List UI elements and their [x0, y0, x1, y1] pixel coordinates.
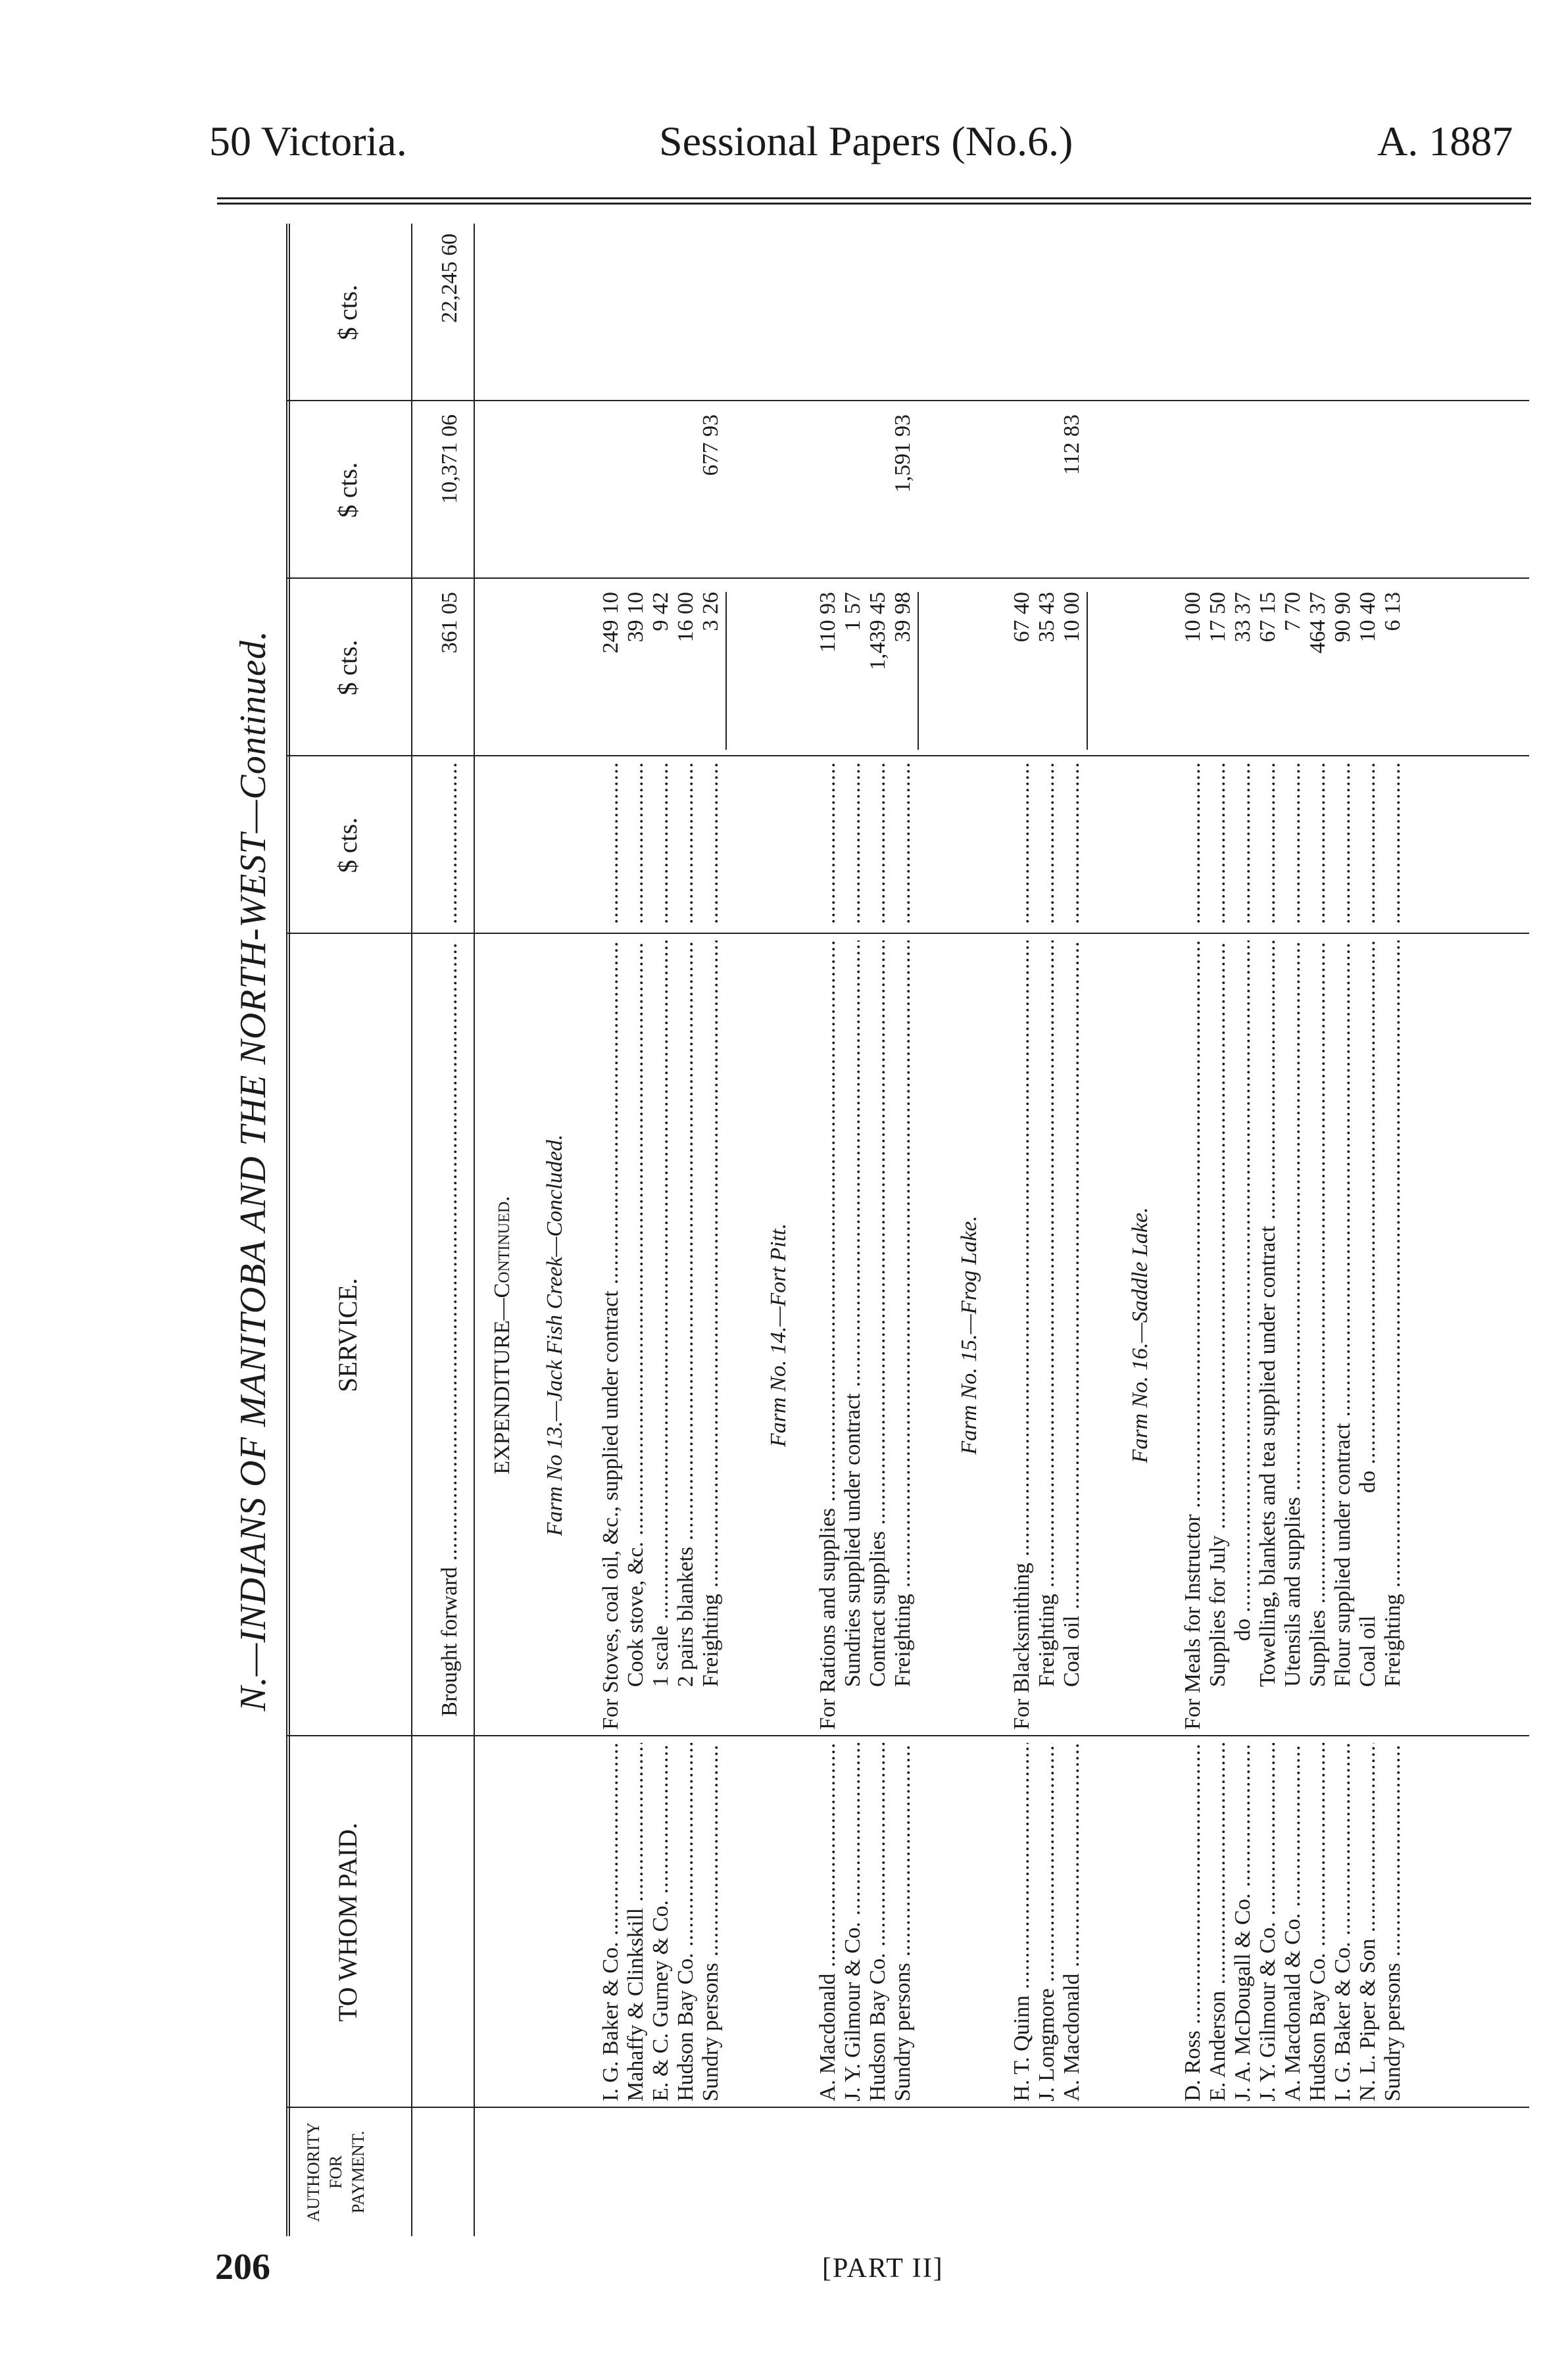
- payee: [599, 1743, 624, 2101]
- cell-text: FOR: [326, 2155, 345, 2189]
- service: [1060, 941, 1085, 1687]
- leader-dots: [599, 763, 624, 924]
- amount: 1,439 45: [866, 592, 890, 670]
- cell-text: Utensils and supplies: [1281, 1497, 1305, 1687]
- service: [599, 941, 624, 1730]
- header-sessional-papers: Sessional Papers (No.6.): [659, 118, 1073, 164]
- payee: [1331, 1743, 1356, 2101]
- amount: 10 00: [1181, 592, 1205, 643]
- leader-dots: [698, 763, 723, 924]
- amount: 3 26: [698, 592, 723, 631]
- cell-text: For Meals for Instructor: [1181, 1514, 1205, 1730]
- cell-text: J. Longmore: [1035, 1988, 1059, 2101]
- amount: 39 10: [624, 592, 648, 643]
- table-row: [891, 224, 916, 2236]
- table-row: [624, 224, 649, 2236]
- table-row: [649, 224, 674, 2236]
- amount: 1 57: [841, 592, 865, 631]
- service: [1035, 941, 1060, 1687]
- amount: 35 43: [1035, 592, 1059, 643]
- subtotal-rule: [918, 592, 919, 750]
- cell-text: Contract supplies: [866, 1530, 890, 1687]
- cell-text: Supplies for July: [1206, 1535, 1230, 1687]
- leader-dots: [891, 763, 916, 924]
- table-row: [1035, 224, 1060, 2236]
- service: [674, 941, 698, 1687]
- payee: [1060, 1743, 1085, 2101]
- table-row: [1381, 224, 1406, 2236]
- payee: [1010, 1743, 1035, 2101]
- cell-text: Sundries supplied under contract: [841, 1393, 865, 1687]
- leader-dots: [1306, 763, 1331, 924]
- table-row: [816, 224, 841, 2236]
- service-ditto: [1356, 941, 1381, 1493]
- amount: 7 70: [1281, 592, 1305, 631]
- leader-dots: Farm No. 14.—Fort Pitt.: [766, 1223, 791, 1448]
- payee: [1231, 1743, 1256, 2101]
- section-heading: [1128, 224, 1153, 2236]
- rotated-table: [220, 224, 1529, 2236]
- leader-dots: [1281, 763, 1306, 924]
- table-row: [841, 224, 866, 2236]
- table-row: [674, 224, 698, 2236]
- service: Coal oil: [1356, 1615, 1380, 1687]
- amount: 10 40: [1356, 592, 1380, 643]
- table-row: [1356, 224, 1381, 2236]
- cell-text: Hudson Bay Co.: [866, 1953, 890, 2101]
- amount: 90 90: [1331, 592, 1355, 643]
- table-row: [1306, 224, 1331, 2236]
- leader-dots: [1206, 763, 1231, 924]
- amount: 33 37: [1231, 592, 1255, 643]
- brought-forward-row: [437, 224, 462, 2236]
- payee: [816, 1743, 841, 2101]
- cell-text: Hudson Bay Co.: [674, 1953, 698, 2101]
- section-heading: [766, 224, 791, 2236]
- cell-text: Sundry persons: [891, 1963, 915, 2101]
- service: [624, 941, 649, 1687]
- payee: [1035, 1743, 1060, 2101]
- cell-text: N. L. Piper & Son: [1356, 1938, 1380, 2101]
- service: [698, 941, 723, 1687]
- part-label: [PART II]: [822, 2253, 944, 2284]
- cell-text: Freighting: [1381, 1594, 1405, 1687]
- units-header-3: $ cts.: [333, 462, 362, 518]
- brought-forward-rule: [474, 224, 475, 2236]
- brought-forward-col3: 10,371 06: [437, 414, 462, 504]
- cell-text: 1 scale: [649, 1625, 673, 1687]
- leader-dots: [1181, 763, 1206, 924]
- cell-text: A. Macdonald & Co.: [1281, 1913, 1305, 2101]
- cell-text: E. Anderson: [1206, 1990, 1230, 2101]
- table-row: [1181, 224, 1206, 2236]
- leader-dots: [1231, 763, 1256, 924]
- cell-text: I. G. Baker & Co.: [599, 1942, 623, 2101]
- table-row: [1331, 224, 1356, 2236]
- leader-dots: [1256, 763, 1281, 924]
- cell-text: Freighting: [698, 1594, 723, 1687]
- payee: [1306, 1743, 1331, 2101]
- payee: [1256, 1743, 1281, 2101]
- service: [649, 941, 674, 1687]
- service: [1206, 941, 1231, 1687]
- brought-forward-col1: [437, 763, 462, 924]
- payee: [1381, 1743, 1406, 2101]
- cell-text: D. Ross: [1181, 2030, 1205, 2101]
- header-rule: [217, 197, 1531, 199]
- amount: 464 37: [1306, 592, 1330, 654]
- amount: 10 00: [1060, 592, 1084, 643]
- cell-text: Coal oil: [1060, 1615, 1084, 1687]
- units-header-1: $ cts.: [333, 817, 362, 873]
- header-rule-2: [217, 203, 1531, 205]
- subtotal: 677 93: [698, 414, 723, 476]
- brought-forward-label: [437, 941, 462, 1717]
- brought-forward-col2: 361 05: [437, 592, 462, 654]
- header-year: A. 1887: [1377, 118, 1513, 164]
- cell-text: Sundry persons: [1381, 1963, 1405, 2101]
- payee: [866, 1743, 891, 2101]
- cell-text: A. Macdonald: [1060, 1973, 1084, 2101]
- leader-dots: [1035, 763, 1060, 924]
- subtotal: 112 83: [1060, 414, 1084, 476]
- leader-dots: [866, 763, 891, 924]
- cell-text: E. & C. Gurney & Co.: [649, 1900, 673, 2101]
- amount: 9 42: [649, 592, 673, 631]
- leader-dots: Farm No. 15.—Frog Lake.: [957, 1215, 981, 1455]
- cell-text: For Rations and supplies: [816, 1507, 840, 1730]
- leader-dots: [1356, 763, 1381, 924]
- leader-dots: Farm No. 16.—Saddle Lake.: [1128, 1207, 1152, 1463]
- cell-text: 2 pairs blankets: [674, 1546, 698, 1687]
- units-header-4: $ cts.: [333, 284, 362, 341]
- service: [891, 941, 916, 1687]
- leader-dots: [674, 763, 698, 924]
- section-heading: [957, 224, 982, 2236]
- leader-dots: [841, 763, 866, 924]
- to-whom-header: TO WHOM PAID.: [333, 1823, 362, 2022]
- units-header-2: $ cts.: [333, 639, 362, 696]
- service: [1231, 941, 1256, 1641]
- service: [1381, 941, 1406, 1687]
- leader-dots: EXPENDITURE—Continued.: [490, 1196, 514, 1475]
- table-row: [1060, 224, 1085, 2236]
- service: [816, 941, 841, 1730]
- cell-text: Hudson Bay Co.: [1306, 1953, 1330, 2101]
- cell-text: Brought forward: [437, 1567, 462, 1717]
- table-row: [698, 224, 723, 2236]
- authority-header: [303, 2108, 370, 2236]
- cell-text: PAYMENT.: [349, 2130, 368, 2214]
- cell-text: A. Macdonald: [816, 1973, 840, 2101]
- leader-dots: [1331, 763, 1356, 924]
- service: [1281, 941, 1306, 1687]
- amount: 67 40: [1010, 592, 1034, 643]
- service: [1181, 941, 1206, 1730]
- leader-dots: [816, 763, 841, 924]
- service-header: SERVICE.: [333, 1278, 362, 1392]
- cell-text: J. A. McDougall & Co.: [1231, 1893, 1255, 2101]
- table-row: [1256, 224, 1281, 2236]
- service: [1306, 941, 1331, 1687]
- payee: [1206, 1743, 1231, 2101]
- title-rule: [286, 224, 290, 2236]
- amount: 6 13: [1381, 592, 1405, 631]
- cell-text: Freighting: [1035, 1594, 1059, 1687]
- payee: [841, 1743, 866, 2101]
- amount: 249 10: [599, 592, 623, 654]
- payee: [624, 1743, 649, 2101]
- cell-text: Towelling, blankets and tea supplied under contract: [1256, 1225, 1280, 1687]
- amount: 17 50: [1206, 592, 1230, 643]
- cell-text: Flour supplied under contract: [1331, 1423, 1355, 1687]
- section-heading: [543, 224, 568, 2236]
- service: [866, 941, 891, 1687]
- cell-text: J. Y. Gilmour & Co.: [1256, 1922, 1280, 2101]
- service: [1010, 941, 1035, 1730]
- payee: [1181, 1743, 1206, 2101]
- cell-text: Sundry persons: [698, 1963, 723, 2101]
- cell-text: Mahaffy & Clinkskill: [624, 1907, 648, 2101]
- cell-text: For Blacksmithing: [1010, 1562, 1034, 1730]
- table-row: [1206, 224, 1231, 2236]
- amount: 110 93: [816, 592, 840, 653]
- subtotal-rule: [725, 592, 727, 750]
- amount: 67 15: [1256, 592, 1280, 643]
- table-row: [1281, 224, 1306, 2236]
- payee: [674, 1743, 698, 2101]
- payee: [698, 1743, 723, 2101]
- table-title: N.—INDIANS OF MANITOBA AND THE NORTH-WEST—Continued.: [233, 630, 274, 1711]
- payee: [649, 1743, 674, 2101]
- table-row: [599, 224, 624, 2236]
- expenditure-heading: [490, 224, 515, 2236]
- leader-dots: [1381, 763, 1406, 924]
- cell-text: For Stoves, coal oil, &c., supplied under contract: [599, 1290, 623, 1730]
- cell-text: Cook stove, &c.: [624, 1542, 648, 1687]
- table-row: [1010, 224, 1035, 2236]
- cell-text: Supplies: [1306, 1609, 1330, 1687]
- cell-text: I. G. Baker & Co.: [1331, 1942, 1355, 2101]
- leader-dots: [649, 763, 674, 924]
- cell-text: H. T. Quinn: [1010, 1995, 1034, 2101]
- service: [1256, 941, 1281, 1687]
- page-number: 206: [215, 2247, 270, 2287]
- leader-dots: [1060, 763, 1085, 924]
- amount: 16 00: [674, 592, 698, 643]
- table-row: [866, 224, 891, 2236]
- leader-dots: Farm No 13.—Jack Fish Creek—Concluded.: [543, 1134, 567, 1536]
- leader-dots: [1010, 763, 1035, 924]
- payee: [1356, 1743, 1381, 2101]
- service: [1331, 941, 1356, 1687]
- subtotal: 1,591 93: [891, 414, 915, 493]
- cell-text: do: [1356, 1471, 1380, 1493]
- payee: [1281, 1743, 1306, 2101]
- cell-text: do: [1231, 1619, 1255, 1641]
- cell-text: J. Y. Gilmour & Co.: [841, 1922, 865, 2101]
- header-session: 50 Victoria.: [209, 118, 407, 164]
- cell-text: AUTHORITY: [304, 2122, 323, 2222]
- leader-dots: [624, 763, 649, 924]
- cell-text: Freighting: [891, 1594, 915, 1687]
- brought-forward-col4: 22,245 60: [437, 233, 462, 323]
- subtotal-rule: [1087, 592, 1088, 750]
- header-bottom-rule: [411, 224, 412, 2236]
- service: [841, 941, 866, 1687]
- table-row: [1231, 224, 1256, 2236]
- amount: 39 98: [891, 592, 915, 643]
- payee: [891, 1743, 916, 2101]
